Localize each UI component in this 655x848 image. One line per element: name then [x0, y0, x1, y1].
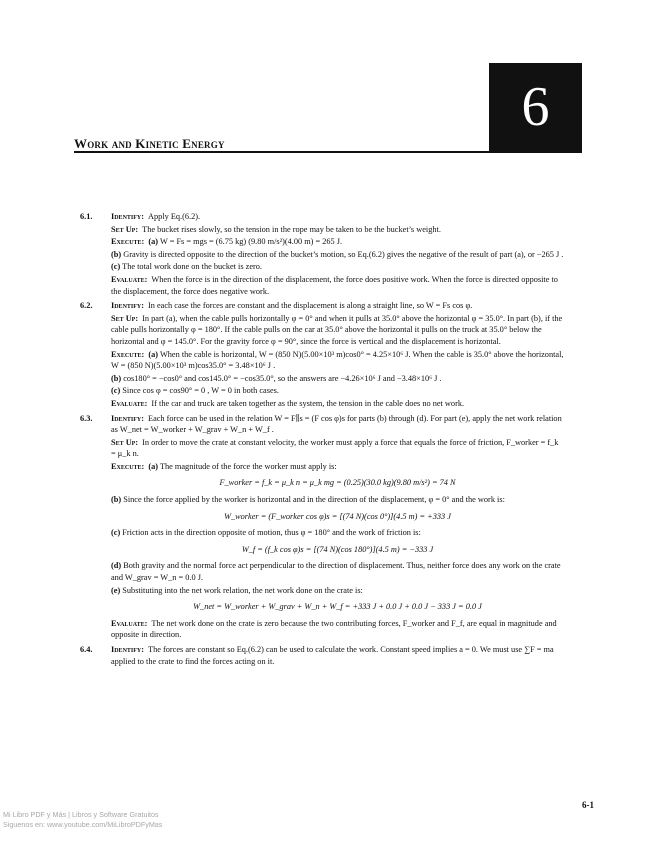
chapter-title: Work and Kinetic Energy	[74, 136, 225, 151]
part-label: (b)	[111, 373, 122, 383]
part-label: (a)	[148, 349, 158, 359]
part-label: (c)	[111, 386, 121, 396]
paragraph-text: When the cable is horizontal, W = (850 N)(5.00×10³ m)cos0° = 4.25×10⁶ J. When the cable is 35.0° above the horizontal, W = (850 N)(5.00×10³ m)cos35.0° = 3.48×10⁶ J .	[111, 349, 564, 371]
solution-paragraph	[111, 527, 564, 539]
solution-paragraph	[111, 274, 564, 297]
paragraph-text: Gravity is directed opposite to the direction of the bucket’s motion, so Eq.(6.2) gives the negative of the result of part (a), or −265 J .	[123, 249, 564, 259]
paragraph-text: The forces are constant so Eq.(6.2) can be used to calculate the work. Constant speed implies a = 0. We must use ∑F = ma applied to the crate to find the forces acting on it.	[111, 645, 554, 666]
solution-paragraph	[111, 494, 564, 506]
paragraph-text: The total work done on the bucket is zero.	[122, 262, 263, 272]
paragraph-text: The magnitude of the force the worker must apply is:	[159, 461, 337, 471]
step-label: Execute:	[111, 461, 145, 471]
equation: W_worker = (F_worker cos φ)s = [(74 N)(cos 0°)](4.5 m) = +333 J	[224, 511, 451, 521]
problem-gap	[80, 668, 564, 670]
solution-paragraph	[111, 224, 564, 236]
solution-paragraph	[111, 644, 564, 667]
step-label: Evaluate:	[111, 618, 148, 628]
problem-number: 6.4.	[80, 645, 93, 654]
solution-paragraph	[111, 349, 564, 372]
step-label: Set Up:	[111, 224, 139, 234]
problem-block	[80, 300, 564, 409]
problem-block	[80, 644, 564, 667]
solution-paragraph	[111, 385, 564, 397]
solution-paragraph	[111, 437, 564, 460]
part-label: (a)	[148, 461, 158, 471]
equation: W_f = (f_k cos φ)s = [(74 N)(cos 180°)](4.5 m) = −333 J	[241, 544, 434, 554]
step-label: Identify:	[111, 413, 144, 423]
paragraph-text: When the force is in the direction of the displacement, the force does positive work. When the force is directed opposite to the displacement, the force does negative work.	[111, 274, 558, 296]
paragraph-text: In part (a), when the cable pulls horizontally φ = 0° and when it pulls at 35.0° above the horizontal φ = 35.0°. In part (b), if the cable pulls horizontally φ = 180°. If the cable pulls on the car at 35.0° above the horizontal it pulls on the truck at 35.0° below the horizontal and φ = 145.0°. For the gravity force φ = 90°, since the force is vertical and the displacement is horizontal.	[111, 313, 563, 346]
solution-paragraph	[111, 618, 564, 641]
paragraph-text: Since cos φ = cos90° = 0 , W = 0 in both cases.	[122, 386, 279, 396]
paragraph-text: In order to move the crate at constant velocity, the worker must apply a force that equals the force of friction, F_worker = f_k = μ_k n.	[111, 437, 559, 459]
paragraph-text: If the car and truck are taken together as the system, the tension in the cable does no net work.	[151, 398, 465, 408]
part-label: (d)	[111, 561, 122, 571]
step-label: Set Up:	[111, 437, 139, 447]
step-label: Execute:	[111, 237, 145, 247]
paragraph-text: Both gravity and the normal force act perpendicular to the direction of displacement. Thus, neither force does any work on the crate and W_grav = W_n = 0.0 J.	[111, 561, 561, 583]
solution-paragraph	[111, 585, 564, 597]
part-label: (b)	[111, 495, 122, 505]
solution-paragraph	[111, 461, 564, 473]
solution-paragraph	[111, 398, 564, 410]
solution-paragraph	[111, 300, 564, 312]
part-label: (e)	[111, 585, 121, 595]
paragraph-text: Apply Eq.(6.2).	[148, 212, 201, 221]
step-label: Evaluate:	[111, 274, 148, 284]
step-label: Identify:	[111, 301, 144, 311]
step-label: Set Up:	[111, 313, 139, 323]
page-number: 6-1	[582, 800, 594, 810]
part-label: (c)	[111, 262, 121, 272]
paragraph-text: In each case the forces are constant and the displacement is along a straight line, so W = Fs cos φ.	[148, 301, 473, 311]
problem-number: 6.3.	[80, 413, 93, 423]
paragraph-text: Since the force applied by the worker is horizontal and in the direction of the displacement, φ = 0° and the work is:	[123, 495, 505, 505]
step-label: Execute:	[111, 349, 145, 359]
equation: F_worker = f_k = μ_k n = μ_k mg = (0.25)(30.0 kg)(9.80 m/s²) = 74 N	[219, 478, 456, 488]
chapter-number-box	[489, 63, 582, 151]
paragraph-text: The bucket rises slowly, so the tension in the rope may be taken to be the bucket’s weight.	[142, 224, 441, 234]
chapter-number: 6	[521, 76, 550, 138]
equation: W_net = W_worker + W_grav + W_n + W_f = +333 J + 0.0 J + 0.0 J − 333 J = 0.0 J	[193, 602, 482, 612]
problem-number: 6.1.	[80, 212, 93, 221]
paragraph-text: Each force can be used in the relation W = F∥s = (F cos φ)s for parts (b) through (d). For part (e), apply the net work relation as W_net = W_worker + W_grav + W_n + W_f .	[111, 413, 562, 435]
footer-line-1: Mi Libro PDF y Más | Libros y Software Gratuitos	[3, 810, 159, 819]
solution-paragraph	[111, 313, 564, 348]
paragraph-text: The net work done on the crate is zero because the two contributing forces, F_worker and F_f, are equal in magnitude and opposite in direction.	[111, 618, 557, 640]
problem-block	[80, 211, 564, 297]
solution-paragraph	[111, 261, 564, 273]
solution-paragraph	[111, 560, 564, 583]
solution-paragraph	[111, 211, 564, 223]
footer[interactable]	[3, 810, 162, 830]
part-label: (a)	[148, 237, 158, 247]
problem-number: 6.2.	[80, 301, 93, 311]
part-label: (b)	[111, 249, 122, 259]
step-label: Identify:	[111, 212, 144, 221]
footer-line-2: Siguenos en: www.youtube.com/MiLibroPDFyMas	[3, 820, 163, 829]
paragraph-text: cos180° = −cos0° and cos145.0° = −cos35.0°, so the answers are −4.26×10⁶ J and −3.48×10⁶ J .	[123, 373, 442, 383]
solution-paragraph	[111, 249, 564, 261]
step-label: Identify:	[111, 645, 144, 654]
step-label: Evaluate:	[111, 398, 148, 408]
title-rule	[74, 151, 582, 153]
part-label: (c)	[111, 528, 121, 538]
solution-paragraph	[111, 413, 564, 436]
solution-paragraph	[111, 373, 564, 385]
paragraph-text: Friction acts in the direction opposite of motion, thus φ = 180° and the work of friction is:	[122, 528, 421, 538]
paragraph-text: W = Fs = mgs = (6.75 kg) (9.80 m/s²)(4.00 m) = 265 J.	[159, 237, 343, 247]
solution-paragraph	[111, 236, 564, 248]
problem-block	[80, 413, 564, 642]
solutions-content	[80, 211, 564, 670]
paragraph-text: Substituting into the net work relation, the net work done on the crate is:	[122, 585, 363, 595]
